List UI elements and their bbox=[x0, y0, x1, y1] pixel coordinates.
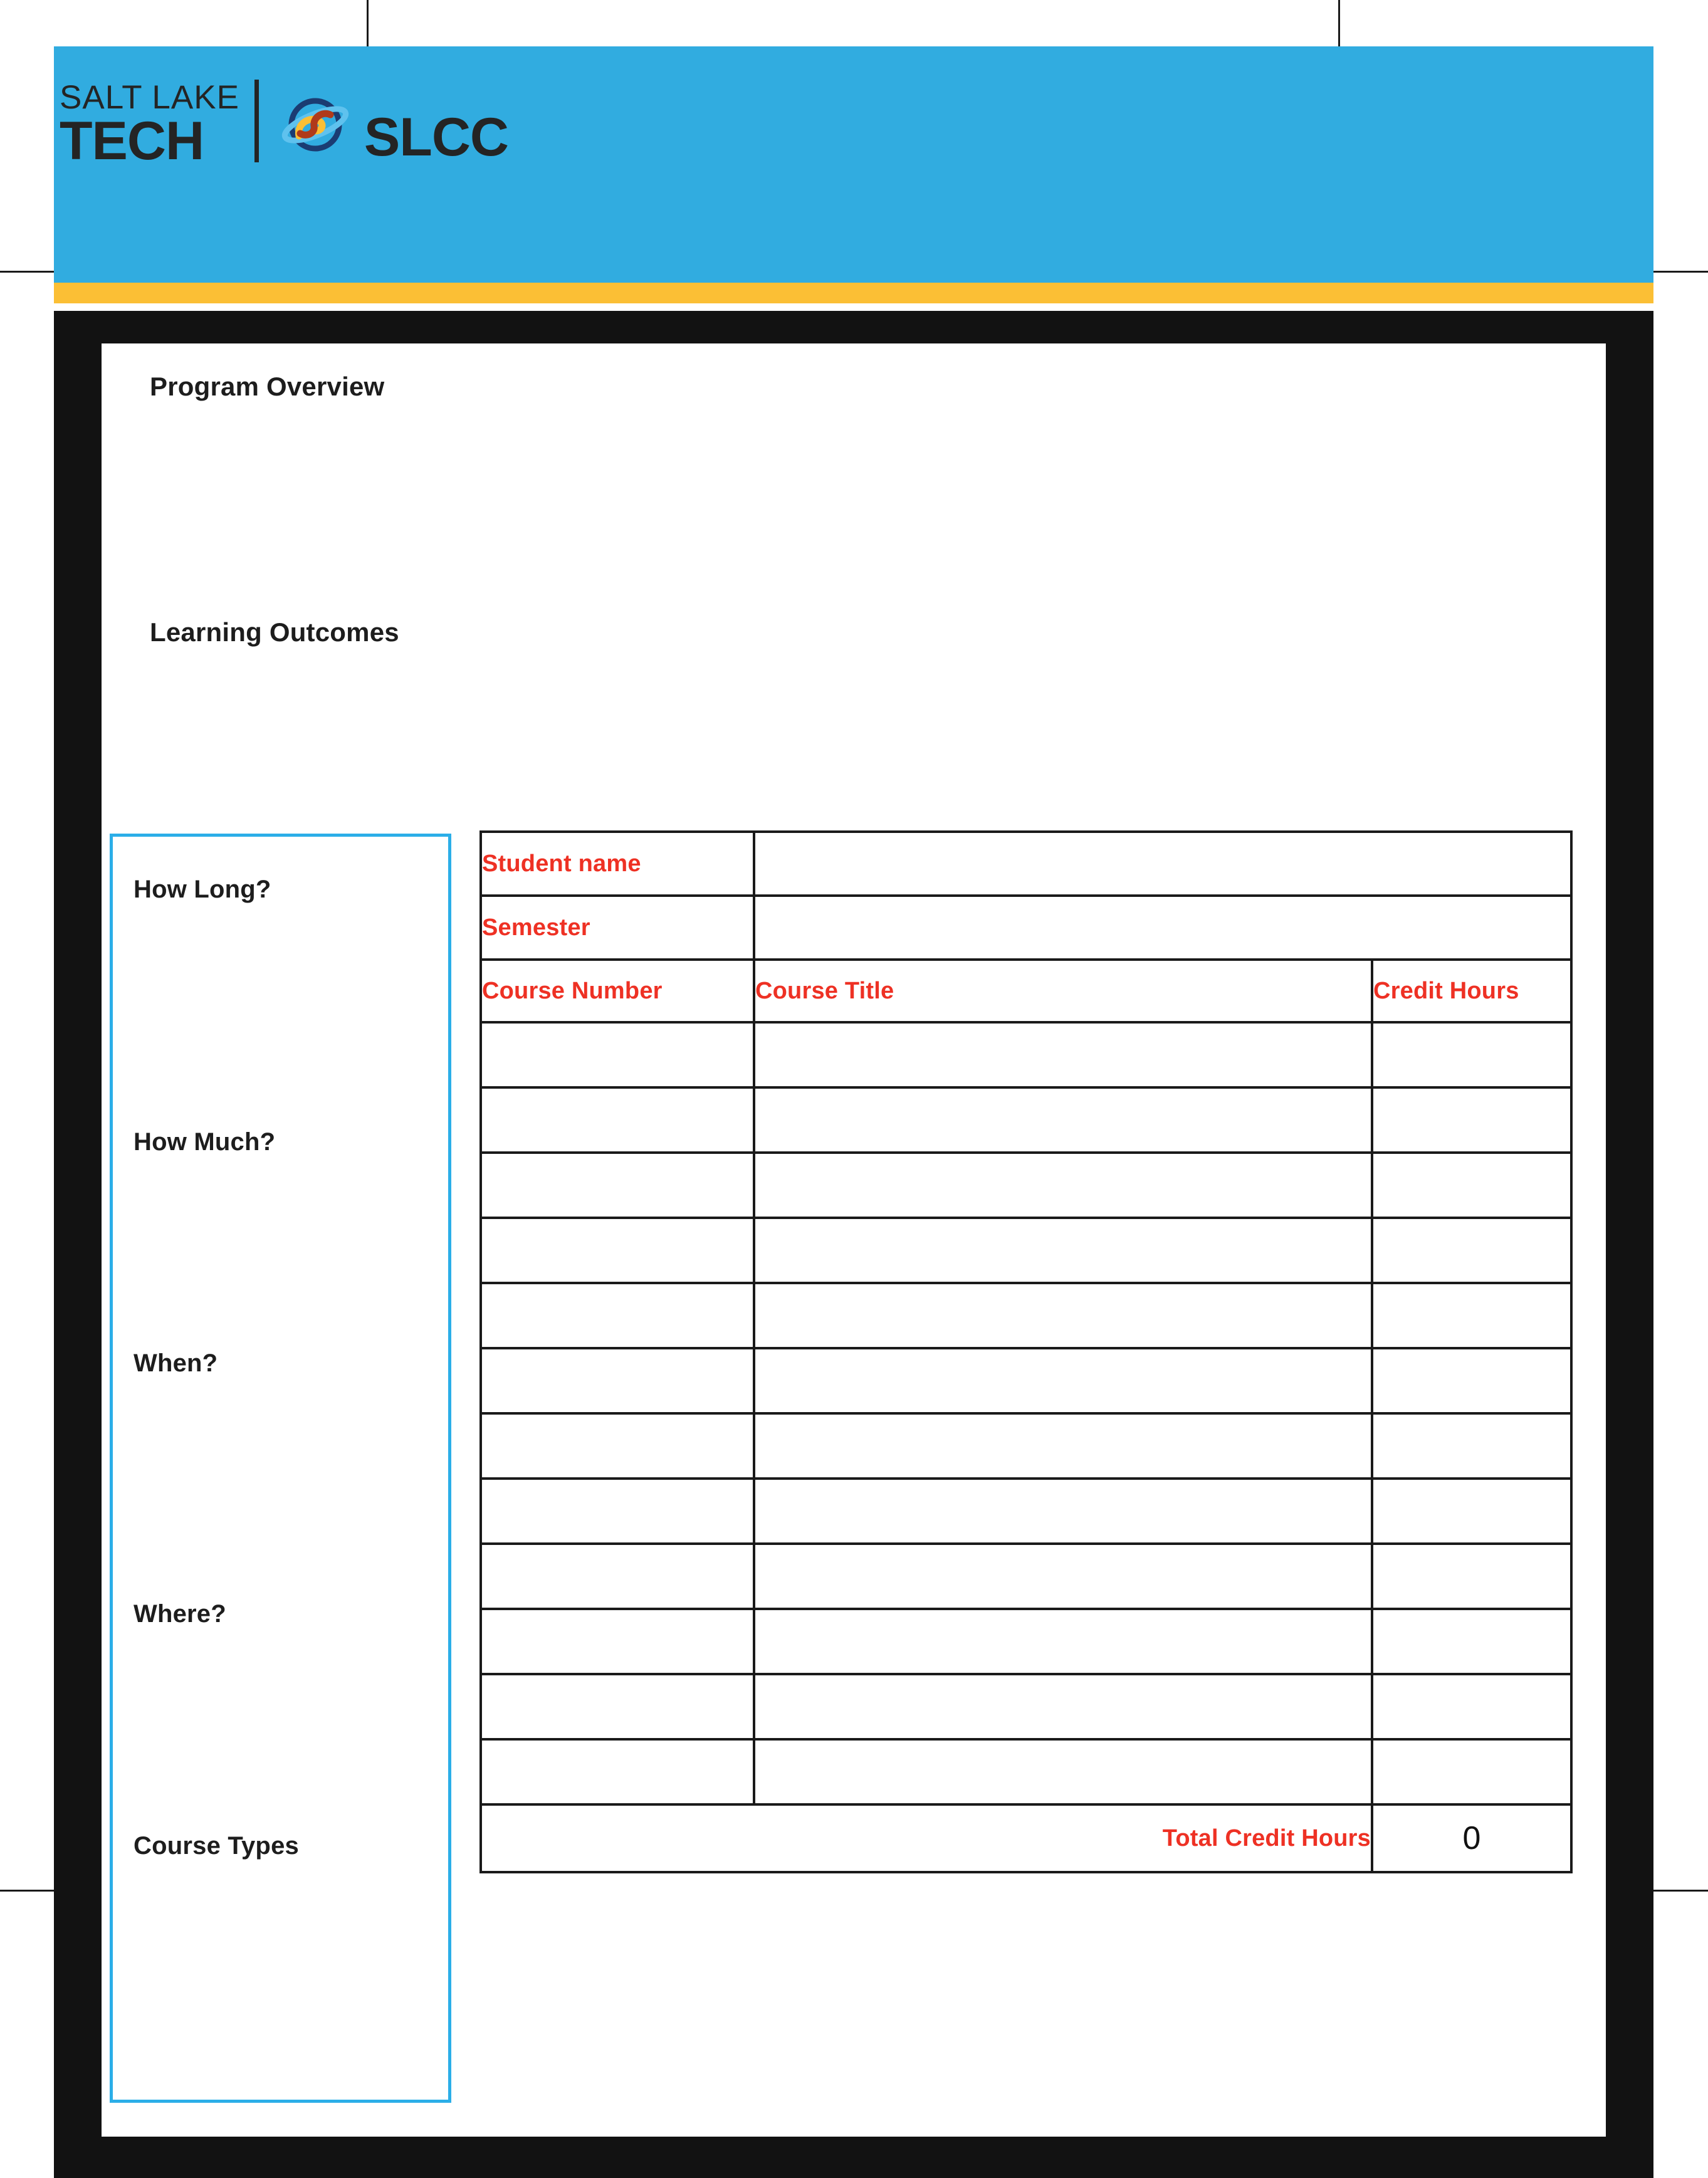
logo-line-salt-lake: SALT LAKE bbox=[60, 78, 239, 116]
column-header-credit-hours: Credit Hours bbox=[1372, 960, 1571, 1022]
cell-course-number[interactable] bbox=[481, 1022, 754, 1087]
cell-course-number[interactable] bbox=[481, 1283, 754, 1348]
table-row-total bbox=[481, 1804, 1571, 1872]
table-row bbox=[481, 1739, 1571, 1804]
logo-partner-slcc: SLCC bbox=[364, 107, 509, 167]
cell-course-title[interactable] bbox=[754, 1087, 1372, 1153]
sidebar-item-course-types[interactable]: Course Types bbox=[134, 1832, 299, 1860]
table-row bbox=[481, 1674, 1571, 1739]
cell-course-title[interactable] bbox=[754, 1674, 1372, 1739]
cell-credit-hours[interactable] bbox=[1372, 1348, 1571, 1413]
cell-course-number[interactable] bbox=[481, 1153, 754, 1218]
cell-course-title[interactable] bbox=[754, 1348, 1372, 1413]
heading-learning-outcomes: Learning Outcomes bbox=[150, 617, 399, 647]
info-sidebar bbox=[110, 834, 451, 2103]
cell-course-number[interactable] bbox=[481, 1087, 754, 1153]
table-row bbox=[481, 1218, 1571, 1283]
cell-course-title[interactable] bbox=[754, 1218, 1372, 1283]
cell-course-title[interactable] bbox=[754, 1479, 1372, 1544]
cell-course-title[interactable] bbox=[754, 1153, 1372, 1218]
cell-course-number[interactable] bbox=[481, 1544, 754, 1609]
table-row bbox=[481, 1087, 1571, 1153]
sidebar-item-where[interactable]: Where? bbox=[134, 1600, 226, 1628]
label-semester: Semester bbox=[481, 896, 754, 960]
cell-course-title[interactable] bbox=[754, 1544, 1372, 1609]
logo-line-tech: TECH bbox=[60, 110, 204, 171]
cell-course-number[interactable] bbox=[481, 1479, 754, 1544]
sidebar-item-when[interactable]: When? bbox=[134, 1349, 218, 1377]
cell-credit-hours[interactable] bbox=[1372, 1283, 1571, 1348]
cell-course-number[interactable] bbox=[481, 1609, 754, 1674]
cell-course-title[interactable] bbox=[754, 1022, 1372, 1087]
accent-stripe bbox=[54, 283, 1653, 303]
cell-credit-hours[interactable] bbox=[1372, 1739, 1571, 1804]
cell-credit-hours[interactable] bbox=[1372, 1544, 1571, 1609]
cell-course-number[interactable] bbox=[481, 1348, 754, 1413]
cell-credit-hours[interactable] bbox=[1372, 1087, 1571, 1153]
table-row bbox=[481, 1283, 1571, 1348]
logo-wordmark-left bbox=[60, 78, 239, 171]
cell-course-title[interactable] bbox=[754, 1739, 1372, 1804]
table-header-row bbox=[481, 960, 1571, 1022]
column-header-course-number: Course Number bbox=[481, 960, 754, 1022]
cell-course-number[interactable] bbox=[481, 1739, 754, 1804]
table-row bbox=[481, 1544, 1571, 1609]
value-total-credit-hours: 0 bbox=[1372, 1804, 1571, 1872]
heading-program-overview: Program Overview bbox=[150, 372, 385, 401]
cell-credit-hours[interactable] bbox=[1372, 1218, 1571, 1283]
cell-course-title[interactable] bbox=[754, 1283, 1372, 1348]
cell-credit-hours[interactable] bbox=[1372, 1153, 1571, 1218]
table-row bbox=[481, 1413, 1571, 1479]
cell-course-number[interactable] bbox=[481, 1413, 754, 1479]
cell-credit-hours[interactable] bbox=[1372, 1479, 1571, 1544]
table-row bbox=[481, 1609, 1571, 1674]
cell-course-number[interactable] bbox=[481, 1674, 754, 1739]
label-total-credit-hours: Total Credit Hours bbox=[481, 1804, 1372, 1872]
sidebar-item-how-long[interactable]: How Long? bbox=[134, 876, 271, 903]
cell-credit-hours[interactable] bbox=[1372, 1022, 1571, 1087]
table-row bbox=[481, 1022, 1571, 1087]
cell-credit-hours[interactable] bbox=[1372, 1674, 1571, 1739]
table-row bbox=[481, 1153, 1571, 1218]
slcc-swirl-globe-icon bbox=[278, 91, 353, 159]
label-student-name: Student name bbox=[481, 832, 754, 896]
sidebar-item-how-much[interactable]: How Much? bbox=[134, 1128, 276, 1156]
column-header-course-title: Course Title bbox=[754, 960, 1372, 1022]
field-semester[interactable] bbox=[754, 896, 1571, 960]
logo-divider-bar bbox=[254, 80, 259, 162]
cell-credit-hours[interactable] bbox=[1372, 1609, 1571, 1674]
course-plan-table bbox=[479, 830, 1573, 1873]
brand-logo bbox=[60, 78, 509, 171]
cell-course-title[interactable] bbox=[754, 1609, 1372, 1674]
table-row bbox=[481, 1348, 1571, 1413]
cell-credit-hours[interactable] bbox=[1372, 1413, 1571, 1479]
table-row bbox=[481, 1479, 1571, 1544]
table-row-semester bbox=[481, 896, 1571, 960]
cell-course-number[interactable] bbox=[481, 1218, 754, 1283]
table-row-student-name bbox=[481, 832, 1571, 896]
field-student-name[interactable] bbox=[754, 832, 1571, 896]
cell-course-title[interactable] bbox=[754, 1413, 1372, 1479]
